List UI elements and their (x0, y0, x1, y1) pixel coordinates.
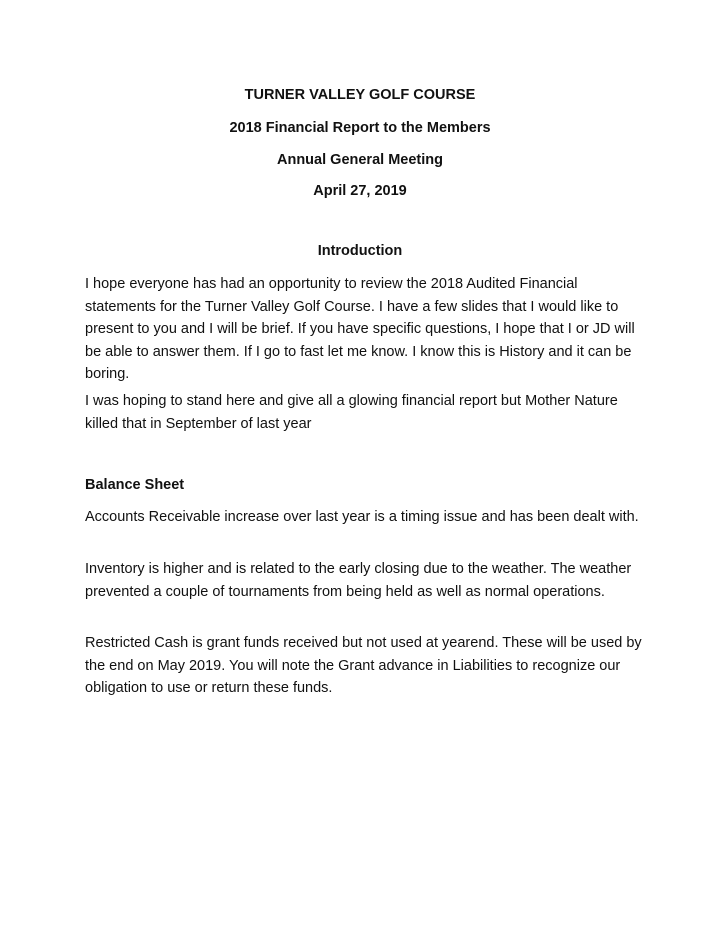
balance-sheet-paragraph-2: Inventory is higher and is related to the early closing due to the weather. The weather prevented a couple of tournaments from being held as well as normal operations. (85, 561, 632, 600)
meeting-date: April 27, 2019 (313, 183, 407, 199)
organization-title: TURNER VALLEY GOLF COURSE (244, 87, 476, 103)
meeting-title: Annual General Meeting (277, 152, 443, 168)
balance-sheet-paragraph-3: Restricted Cash is grant funds received but not used at yearend. These will be used by the end on May 2019. You will note the Grant advance in Liabilities to recognize our obligation to use or return these funds. (85, 635, 642, 696)
introduction-paragraph-1: I hope everyone has had an opportunity to review the 2018 Audited Financial statements for the Turner Valley Golf Course. I have a few slides that I would like to present to you and I will be brief. If you have specific questions, I hope that I or JD will be able to answer them. If I go to fast let me know. I know this is History and it can be boring. (85, 276, 635, 382)
introduction-paragraph-2: I was hoping to stand here and give all a glowing financial report but Mother Nature killed that in September of last year (85, 393, 618, 432)
report-title: 2018 Financial Report to the Members (229, 120, 491, 136)
balance-sheet-heading: Balance Sheet (85, 477, 185, 493)
balance-sheet-paragraph-1: Accounts Receivable increase over last year is a timing issue and has been dealt with. (85, 509, 639, 525)
introduction-heading: Introduction (317, 243, 403, 259)
